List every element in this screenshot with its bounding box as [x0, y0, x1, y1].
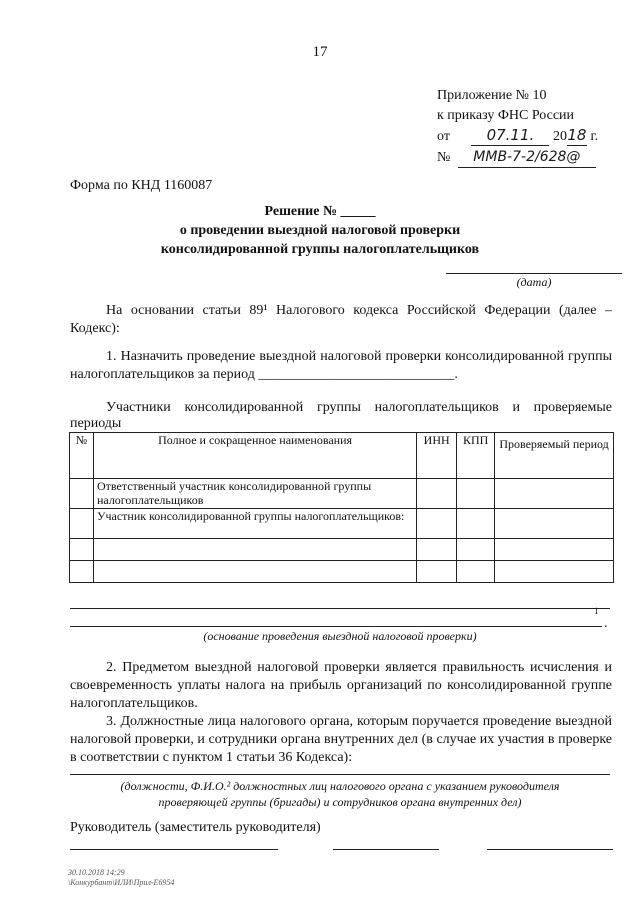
basis-line-1: [70, 608, 610, 609]
date-handwritten: 07.11.: [471, 126, 549, 146]
item-2: 2. Предметом выездной налоговой проверки является правильность исчисления и своевременность уплаты налога на прибыль организаций по консолидированной группе налогоплательщиков.: [70, 660, 612, 711]
appendix-number: Приложение № 10: [437, 88, 547, 103]
year-suffix: г.: [590, 129, 599, 144]
page-number: 17: [312, 44, 328, 60]
signature-line-3: [487, 849, 613, 850]
col-kpp: КПП: [457, 433, 495, 479]
date-prefix: от: [437, 129, 450, 144]
row-participant: Участник консолидированной группы налогоплательщиков:: [93, 509, 416, 539]
head-label: Руководитель (заместитель руководителя): [70, 820, 321, 835]
form-code: Форма по КНД 1160087: [70, 178, 213, 193]
decision-title: Решение № _____: [264, 204, 376, 219]
date-line: [446, 273, 622, 274]
col-period: Проверяемый период: [495, 433, 614, 479]
officials-line: [70, 774, 610, 775]
basis-line-2: [70, 626, 602, 627]
doc-stamp-path: \Конкурбант\ИЛИ\Прил-Е6954: [68, 878, 175, 887]
table-row: [70, 539, 614, 561]
item-1: 1. Назначить проведение выездной налоговой проверки консолидированной группы налогоплательщиков за период ____________________________.: [70, 349, 612, 382]
intro-paragraph: На основании статьи 89¹ Налогового кодекса Российской Федерации (далее – Кодекс):: [70, 303, 612, 336]
doc-stamp-date: 30.10.2018 14:29: [68, 868, 125, 877]
officials-caption-2: проверяющей группы (бригады) и сотрудников органа внутренних дел): [158, 795, 522, 809]
participants-heading: Участники консолидированной группы налогоплательщиков и проверяемые периоды: [70, 400, 612, 431]
appendix-order-number: [437, 148, 617, 168]
basis-caption: (основание проведения выездной налоговой проверки): [203, 629, 477, 643]
officials-caption-1: (должности, Ф.И.О.² должностных лиц налогового органа с указанием руководителя: [120, 779, 560, 793]
item-3: 3. Должностные лица налогового органа, которым поручается проведение выездной налоговой проверки, и сотрудники органа внутренних дел (в случае их участия в проверке в соответствии с пунктом 1 статьи 36 Кодекса):: [70, 714, 612, 765]
participants-table: [69, 432, 614, 583]
table-row: [70, 561, 614, 583]
number-prefix: №: [437, 150, 451, 165]
row-responsible-participant: Ответственный участник консолидированной группы налогоплательщиков: [93, 479, 416, 509]
table-header-row: [70, 433, 614, 479]
basis-period: .: [604, 616, 608, 631]
table-row: [70, 509, 614, 539]
appendix-date: [437, 126, 617, 146]
col-number: №: [70, 433, 94, 479]
year-prefix: 20: [552, 129, 567, 144]
appendix-order: к приказу ФНС России: [437, 108, 575, 123]
year-handwritten: 18: [567, 126, 587, 144]
number-handwritten: ММВ-7-2/628@: [458, 148, 596, 168]
signature-line-2: [333, 849, 439, 850]
table-row: [70, 479, 614, 509]
col-inn: ИНН: [417, 433, 457, 479]
signature-line-1: [70, 849, 278, 850]
decision-subtitle: о проведении выездной налоговой проверки: [179, 223, 461, 238]
date-caption: (дата): [516, 275, 552, 289]
decision-subtitle-2: консолидированной группы налогоплательщиков: [160, 242, 480, 257]
col-name: Полное и сокращенное наименования: [93, 433, 416, 479]
basis-footnote-mark: 1: [594, 606, 599, 616]
